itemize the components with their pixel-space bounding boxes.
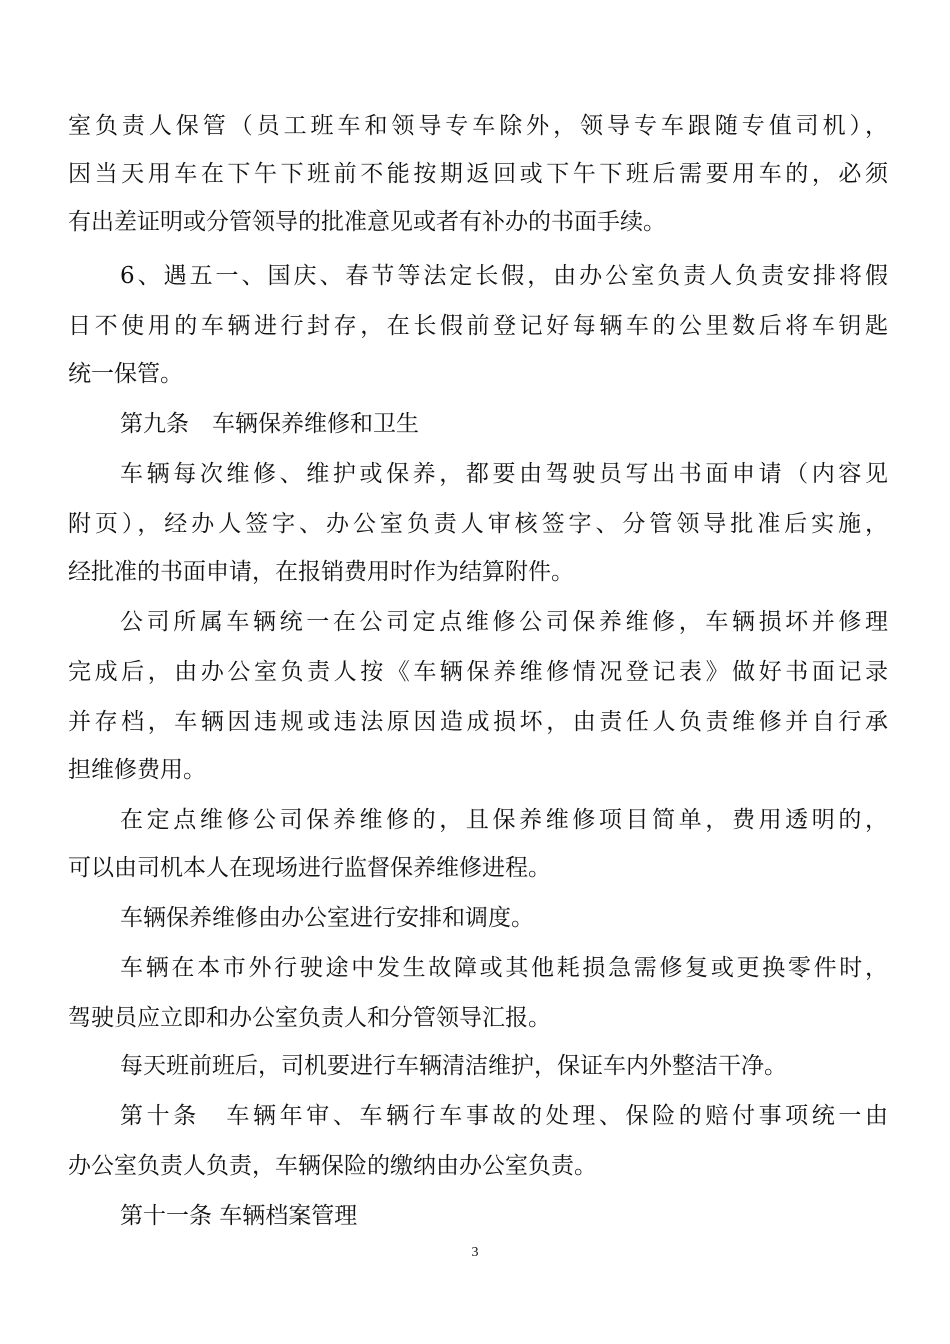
text-line: 室负责人保管（员工班车和领导专车除外，领导专车跟随专值司机），	[68, 113, 888, 139]
text-line: 统一保管。	[68, 361, 183, 387]
text-line: 有出差证明或分管领导的批准意见或者有补办的书面手续。	[68, 209, 666, 235]
text-line: 并存档，车辆因违规或违法原因造成损坏，由责任人负责维修并自行承	[68, 709, 888, 735]
text-line: 每天班前班后，司机要进行车辆清洁维护，保证车内外整洁干净。	[120, 1053, 787, 1079]
page-number: 3	[471, 1245, 479, 1260]
text-line: 完成后，由办公室负责人按《车辆保养维修情况登记表》做好书面记录	[68, 659, 888, 685]
text-line: 担维修费用。	[68, 757, 206, 783]
text-line: 车辆在本市外行驶途中发生故障或其他耗损急需修复或更换零件时，	[120, 955, 888, 981]
text-line: 日不使用的车辆进行封存，在长假前登记好每辆车的公里数后将车钥匙	[68, 313, 888, 339]
text-line: 公司所属车辆统一在公司定点维修公司保养维修，车辆损坏并修理	[120, 609, 888, 635]
section-heading: 第九条 车辆保养维修和卫生	[120, 411, 419, 437]
text-line: 经批准的书面申请，在报销费用时作为结算附件。	[68, 559, 574, 585]
text-line: 6、遇五一、国庆、春节等法定长假，由办公室负责人负责安排将假	[120, 263, 888, 289]
text-line: 附页），经办人签字、办公室负责人审核签字、分管领导批准后实施，	[68, 511, 888, 537]
section-heading: 第十一条 车辆档案管理	[120, 1203, 358, 1229]
text-line: 在定点维修公司保养维修的，且保养维修项目简单，费用透明的，	[120, 807, 888, 833]
text-line: 第十条 车辆年审、车辆行车事故的处理、保险的赔付事项统一由	[120, 1103, 888, 1129]
text-line: 因当天用车在下午下班前不能按期返回或下午下班后需要用车的，必须	[68, 161, 888, 187]
text-line: 车辆保养维修由办公室进行安排和调度。	[120, 905, 534, 931]
text-line: 可以由司机本人在现场进行监督保养维修进程。	[68, 855, 551, 881]
text-line: 驾驶员应立即和办公室负责人和分管领导汇报。	[68, 1005, 551, 1031]
text-line: 车辆每次维修、维护或保养，都要由驾驶员写出书面申请（内容见	[120, 461, 888, 487]
text-line: 办公室负责人负责，车辆保险的缴纳由办公室负责。	[68, 1153, 597, 1179]
